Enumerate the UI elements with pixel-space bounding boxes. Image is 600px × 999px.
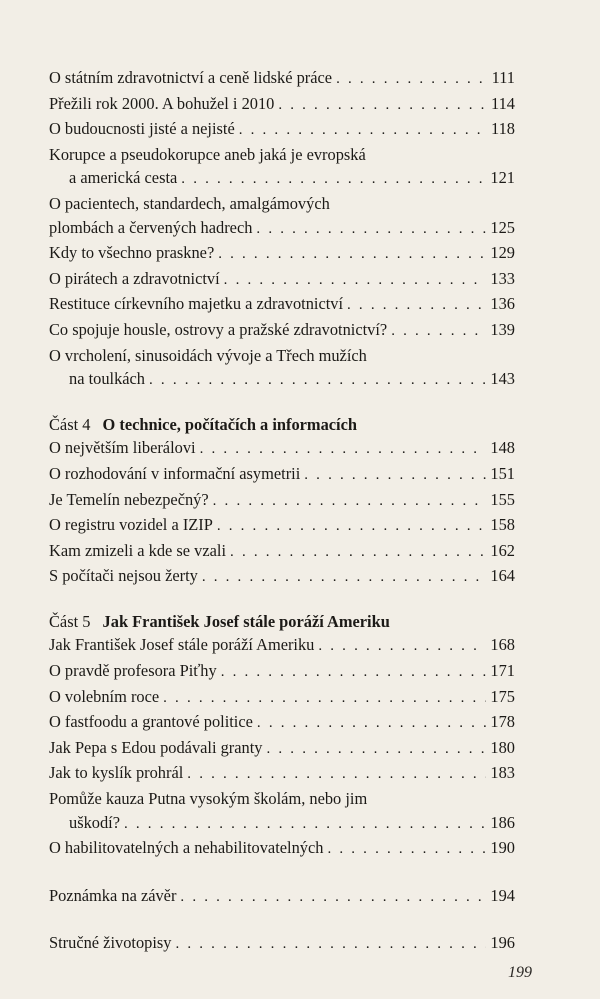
leader-dots <box>327 838 486 862</box>
leader-dots <box>163 687 486 711</box>
entry-title: Co spojuje housle, ostrovy a pražské zdravotnictví? <box>49 319 388 339</box>
leader-dots <box>230 541 486 565</box>
entry-title: O největším liberálovi <box>49 438 196 458</box>
entry-title: na toulkách <box>69 369 146 389</box>
entry-title: Je Temelín nebezpečný? <box>49 489 209 509</box>
leader-dots <box>257 712 486 736</box>
entry-title: uškodí? <box>69 812 120 832</box>
entry-page: 164 <box>490 566 515 586</box>
entry-title: Kam zmizeli a kde se vzali <box>49 540 227 560</box>
toc-entry[interactable] <box>49 367 515 393</box>
toc-entry[interactable] <box>49 564 515 590</box>
section-title: O technice, počítačích a informacích <box>102 414 358 434</box>
leader-dots <box>187 763 486 787</box>
entry-title: O registru vozidel a IZIP <box>49 515 213 535</box>
leader-dots <box>202 566 487 590</box>
entry-page: 114 <box>491 93 515 113</box>
toc-entry-note[interactable] <box>49 884 515 910</box>
section-title: Jak František Josef stále poráží Ameriku <box>102 611 390 631</box>
spacer <box>49 909 515 931</box>
leader-dots <box>347 294 486 318</box>
section-heading-5 <box>49 610 515 634</box>
leader-dots <box>256 218 486 242</box>
leader-dots <box>239 119 487 143</box>
entry-page: 175 <box>490 686 515 706</box>
toc-entry[interactable] <box>49 513 515 539</box>
entry-page: 194 <box>490 885 515 905</box>
toc-entry[interactable] <box>49 761 515 787</box>
entry-title: Kdy to všechno praskne? <box>49 243 215 263</box>
leader-dots <box>304 464 486 488</box>
entry-page: 180 <box>490 737 515 757</box>
leader-dots <box>175 933 486 957</box>
toc-entry-bios[interactable] <box>49 931 515 957</box>
entry-title: Poznámka na závěr <box>49 885 177 905</box>
entry-page: 133 <box>490 268 515 288</box>
entry-title: O státním zdravotnictví a ceně lidské práce <box>49 68 333 87</box>
toc-entry[interactable] <box>49 166 515 192</box>
toc-entry[interactable] <box>49 267 515 293</box>
entry-title: Stručné životopisy <box>49 933 172 953</box>
leader-dots <box>336 68 488 92</box>
leader-dots <box>221 661 487 685</box>
entry-page: 196 <box>490 933 515 953</box>
toc-entry[interactable] <box>49 462 515 488</box>
spacer <box>49 862 515 884</box>
leader-dots <box>124 813 486 837</box>
entry-page: 125 <box>490 217 515 237</box>
toc-group-b <box>49 436 515 590</box>
table-of-contents <box>49 66 515 957</box>
entry-title: O fastfoodu a grantové politice <box>49 712 253 732</box>
entry-title-line1: Pomůže kauza Putna vysokým školám, nebo jim <box>49 789 368 809</box>
toc-entry[interactable] <box>49 66 515 92</box>
toc-entry[interactable] <box>49 318 515 344</box>
entry-page: 183 <box>490 763 515 783</box>
toc-entry[interactable] <box>49 241 515 267</box>
toc-entry[interactable] <box>49 736 515 762</box>
entry-title-line1: O pacientech, standardech, amalgámových <box>49 193 330 213</box>
toc-group-c <box>49 633 515 861</box>
entry-page: 151 <box>490 463 515 483</box>
leader-dots <box>391 320 486 344</box>
entry-title: plombách a červených hadrech <box>49 217 253 237</box>
entry-page: 162 <box>490 540 515 560</box>
toc-entry[interactable] <box>49 216 515 242</box>
entry-page: 155 <box>490 489 515 509</box>
toc-entry[interactable] <box>49 811 515 837</box>
entry-page: 118 <box>491 119 515 139</box>
toc-entry[interactable] <box>49 292 515 318</box>
entry-page: 178 <box>490 712 515 732</box>
toc-entry[interactable] <box>49 436 515 462</box>
entry-page: 148 <box>490 438 515 458</box>
page-number: 199 <box>508 964 532 981</box>
entry-page: 143 <box>490 369 515 389</box>
entry-page: 158 <box>490 515 515 535</box>
entry-title: Přežili rok 2000. A bohužel i 2010 <box>49 93 275 113</box>
entry-page: 121 <box>490 168 515 188</box>
entry-title: O budoucnosti jisté a nejisté <box>49 119 235 139</box>
entry-title-line1: Korupce a pseudokorupce aneb jaká je evropská <box>49 144 366 164</box>
entry-title: S počítači nejsou žerty <box>49 566 198 586</box>
section-label: Část 4 <box>49 414 91 434</box>
leader-dots <box>213 490 487 514</box>
toc-entry[interactable] <box>49 685 515 711</box>
entry-page: 139 <box>490 319 515 339</box>
entry-title: Restituce církevního majetku a zdravotnictví <box>49 294 344 314</box>
entry-title: a americká cesta <box>69 168 178 188</box>
entry-page: 171 <box>490 661 515 681</box>
toc-entry[interactable] <box>49 117 515 143</box>
leader-dots <box>200 438 487 462</box>
entry-page: 111 <box>491 68 515 87</box>
toc-entry[interactable] <box>49 633 515 659</box>
leader-dots <box>278 94 487 118</box>
leader-dots <box>267 738 487 762</box>
entry-title: O rozhodování v informační asymetrii <box>49 463 301 483</box>
entry-title: O pirátech a zdravotnictví <box>49 268 220 288</box>
entry-title: O volebním roce <box>49 686 160 706</box>
leader-dots <box>218 243 486 267</box>
toc-entry[interactable] <box>49 488 515 514</box>
leader-dots <box>217 515 487 539</box>
entry-page: 136 <box>490 294 515 314</box>
entry-page: 186 <box>490 812 515 832</box>
leader-dots <box>181 168 486 192</box>
section-heading-4 <box>49 413 515 437</box>
entry-title: Jak František Josef stále poráží Ameriku <box>49 635 315 655</box>
entry-title: O pravdě profesora Piťhy <box>49 661 217 681</box>
toc-entry[interactable] <box>49 710 515 736</box>
toc-entry[interactable] <box>49 836 515 862</box>
section-label: Část 5 <box>49 611 91 631</box>
entry-page: 190 <box>490 838 515 858</box>
entry-title: O habilitovatelných a nehabilitovatelných <box>49 838 324 858</box>
toc-entry[interactable] <box>49 92 515 118</box>
toc-entry[interactable] <box>49 539 515 565</box>
leader-dots <box>180 886 486 910</box>
entry-page: 129 <box>490 243 515 263</box>
entry-title: Jak Pepa s Edou podávali granty <box>49 737 263 757</box>
entry-title: Jak to kyslík prohrál <box>49 763 184 783</box>
toc-group-a <box>49 66 515 393</box>
entry-page: 168 <box>490 635 515 655</box>
leader-dots <box>224 269 487 293</box>
toc-entry[interactable] <box>49 659 515 685</box>
leader-dots <box>149 369 486 393</box>
entry-title-line1: O vrcholení, sinusoidách vývoje a Třech mužích <box>49 345 367 365</box>
leader-dots <box>318 635 486 659</box>
